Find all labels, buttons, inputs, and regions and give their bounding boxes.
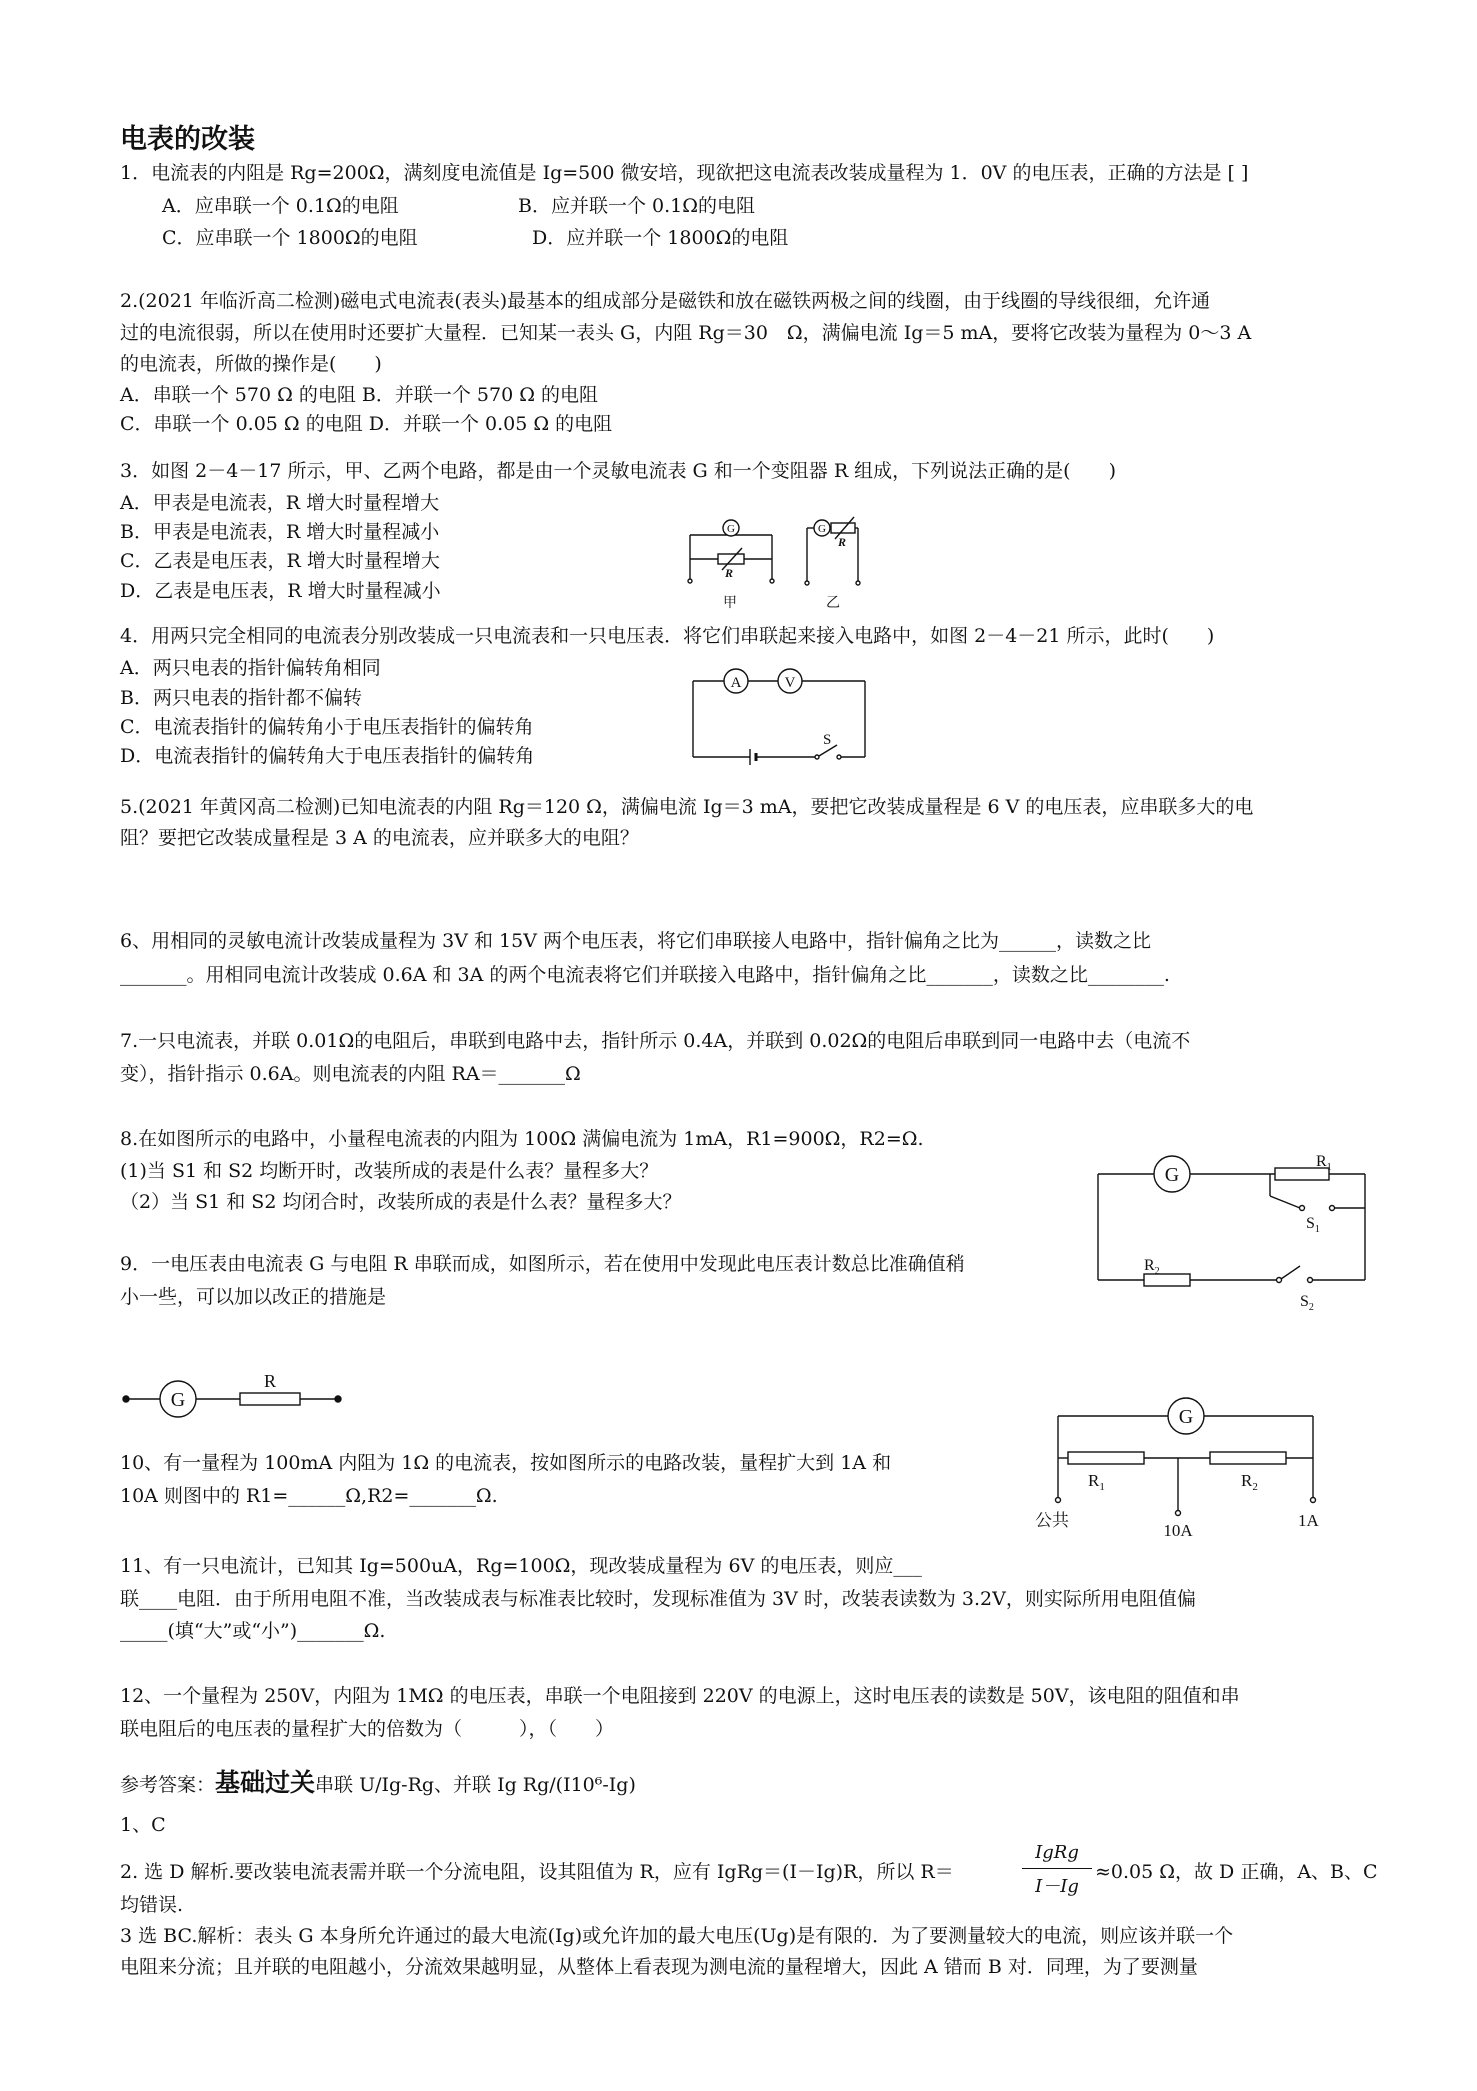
q3-option-a: A．甲表是电流表，R 增大时量程增大 [120, 492, 440, 514]
q9-circuit-figure [120, 1368, 350, 1418]
q4-stem: 4．用两只完全相同的电流表分别改装成一只电流表和一只电压表．将它们串联起来接入电路中，如图 2－4－21 所示，此时( ) [120, 625, 1215, 647]
q4-circuit-figure [690, 665, 870, 780]
q10-fig-10a-label: 10A [1163, 1521, 1193, 1540]
q4-fig-s-label: S [823, 732, 832, 748]
answers-prefix: 参考答案： [120, 1774, 216, 1796]
answer-2-line-1b: ≈0.05 Ω，故 D 正确，A、B、C [1095, 1861, 1378, 1883]
q8-fig-s2-label: $S_2$ [1300, 1293, 1314, 1313]
q12-line-1: 12、一个量程为 250V，内阻为 1MΩ 的电压表，串联一个电阻接到 220V 的电源上，这时电压表的读数是 50V，该电阻的阻值和串 [120, 1685, 1240, 1707]
q8-fig-r2-label: $R_2$ [1144, 1257, 1160, 1277]
answers-formula: 串联 U/Ig-Rg、并联 Ig Rg/(I10⁶-Ig) [315, 1774, 636, 1796]
q8-fig-s1-label: $S_1$ [1306, 1215, 1320, 1235]
q4-fig-a-label: A [730, 675, 742, 691]
q10-fig-r1-label: $R_1$ [1088, 1471, 1105, 1493]
q6-line-1: 6、用相同的灵敏电流计改装成量程为 3V 和 15V 两个电压表，将它们串联接人电路中，指针偏角之比为______，读数之比 [120, 930, 1151, 952]
q2-line-3: 的电流表，所做的操作是( ) [120, 353, 382, 375]
q2-line-2: 过的电流很弱，所以在使用时还要扩大量程．已知某一表头 G，内阻 Rg＝30 Ω，满偏电流 Ig＝5 mA，要将它改装为量程为 0～3 A [120, 322, 1252, 344]
q7-line-2: 变），指针指示 0.6A。则电流表的内阻 RA＝_______Ω [120, 1063, 581, 1085]
answers-heading-line [120, 1768, 636, 1798]
answer-2-line-1a: 2. 选 D 解析.要改装电流表需并联一个分流电阻，设其阻值为 R，应有 IgRg＝(I－Ig)R，所以 R＝ [120, 1861, 954, 1883]
q3-fig-yi-label: 乙 [826, 596, 840, 611]
q8-line-3: （2）当 S1 和 S2 均闭合时，改装所成的表是什么表？量程多大？ [120, 1191, 682, 1213]
q9-line-2: 小一些，可以加以改正的措施是 [120, 1286, 387, 1308]
answer-2-fraction-bar [1022, 1868, 1092, 1869]
q3-fig-g2-label: G [818, 523, 826, 535]
q5-line-2: 阻？要把它改装成量程是 3 A 的电流表，应并联多大的电阻？ [120, 827, 639, 849]
q6-line-2: _______。用相同电流计改装成 0.6A 和 3A 的两个电流表将它们并联接入电路中，指针偏角之比_______，读数之比________. [120, 964, 1170, 986]
q4-option-c: C．电流表指针的偏转角小于电压表指针的偏转角 [120, 716, 534, 738]
q8-line-2: (1)当 S1 和 S2 均断开时，改装所成的表是什么表？量程多大？ [120, 1160, 659, 1182]
q4-option-b: B．两只电表的指针都不偏转 [120, 687, 362, 709]
answer-3-line-1: 3 选 BC.解析：表头 G 本身所允许通过的最大电流(Ig)或允许加的最大电压(Ug)是有限的．为了要测量较大的电流，则应该并联一个 [120, 1925, 1234, 1947]
q3-circuit-figure [680, 515, 860, 615]
q3-fig-r2-label: R [838, 535, 847, 549]
q1-option-a: A．应串联一个 0.1Ω的电阻 [162, 195, 399, 217]
q10-fig-common-label: 公共 [1035, 1511, 1069, 1530]
q2-line-1: 2.(2021 年临沂高二检测)磁电式电流表(表头)最基本的组成部分是磁铁和放在磁铁两极之间的线圈，由于线圈的导线很细，允许通 [120, 290, 1211, 312]
q9-fig-r-label: R [263, 1371, 277, 1391]
q12-line-2: 联电阻后的电压表的量程扩大的倍数为（ ），（ ） [120, 1718, 615, 1740]
q4-fig-v-label: V [784, 675, 796, 691]
q8-fig-g-label: G [1164, 1164, 1180, 1186]
q1-stem: 1．电流表的内阻是 Rg=200Ω，满刻度电流值是 Ig=500 微安培，现欲把这电流表改装成量程为 1．0V 的电压表，正确的方法是 [ ] [120, 162, 1249, 184]
q3-option-c: C．乙表是电压表，R 增大时量程增大 [120, 550, 440, 572]
q8-circuit-figure [1092, 1148, 1372, 1313]
q4-option-d: D．电流表指针的偏转角大于电压表指针的偏转角 [120, 745, 535, 767]
q10-circuit-figure [1028, 1392, 1328, 1542]
q3-stem: 3．如图 2－4－17 所示，甲、乙两个电路，都是由一个灵敏电流表 G 和一个变阻器 R 组成，下列说法正确的是( ) [120, 460, 1116, 482]
q11-line-1: 11、有一只电流计，已知其 Ig=500uA，Rg=100Ω，现改装成量程为 6V 的电压表，则应___ [120, 1555, 922, 1577]
q2-options-cd: C．串联一个 0.05 Ω 的电阻 D．并联一个 0.05 Ω 的电阻 [120, 413, 613, 435]
q10-fig-1a-label: 1A [1298, 1511, 1319, 1530]
q7-line-1: 7.一只电流表，并联 0.01Ω的电阻后，串联到电路中去，指针所示 0.4A，并联到 0.02Ω的电阻后串联到同一电路中去（电流不 [120, 1030, 1191, 1052]
q3-fig-r-label: R [725, 566, 734, 580]
q11-line-2: 联____电阻．由于所用电阻不准，当改装成表与标准表比较时，发现标准值为 3V 时，改装表读数为 3.2V，则实际所用电阻值偏 [120, 1588, 1196, 1610]
q3-fig-jia-label: 甲 [723, 596, 737, 611]
q10-line-2: 10A 则图中的 R1=______Ω,R2=_______Ω. [120, 1485, 498, 1507]
q2-options-ab: A．串联一个 570 Ω 的电阻 B．并联一个 570 Ω 的电阻 [120, 384, 598, 406]
answer-2-fraction-denominator: I－Ig [1035, 1876, 1079, 1897]
q1-option-c: C．应串联一个 1800Ω的电阻 [162, 227, 418, 249]
q9-line-1: 9．一电压表由电流表 G 与电阻 R 串联而成，如图所示，若在使用中发现此电压表计数总比准确值稍 [120, 1253, 965, 1275]
answer-1: 1、C [120, 1814, 166, 1836]
q8-fig-r1-label: $R_1$ [1316, 1153, 1332, 1173]
q10-fig-r2-label: $R_2$ [1241, 1471, 1258, 1493]
q1-option-b: B．应并联一个 0.1Ω的电阻 [518, 195, 755, 217]
q10-line-1: 10、有一量程为 100mA 内阻为 1Ω 的电流表，按如图所示的电路改装，量程扩大到 1A 和 [120, 1452, 892, 1474]
q4-option-a: A．两只电表的指针偏转角相同 [120, 657, 381, 679]
answer-3-line-2: 电阻来分流；且并联的电阻越小，分流效果越明显，从整体上看表现为测电流的量程增大，因此 A 错而 B 对．同理，为了要测量 [120, 1956, 1198, 1978]
q3-fig-g-label: G [727, 523, 735, 535]
answer-2-line-2: 均错误. [120, 1894, 184, 1916]
q11-line-3: _____(填“大”或“小”)_______Ω. [120, 1620, 386, 1642]
answers-section-title: 基础过关 [215, 1768, 316, 1797]
q10-fig-g-label: G [1178, 1406, 1194, 1428]
page-title: 电表的改装 [120, 124, 255, 155]
q3-option-d: D．乙表是电压表，R 增大时量程减小 [120, 580, 441, 602]
q5-line-1: 5.(2021 年黄冈高二检测)已知电流表的内阻 Rg＝120 Ω，满偏电流 Ig＝3 mA，要把它改装成量程是 6 V 的电压表，应串联多大的电 [120, 796, 1254, 818]
answer-2-fraction-numerator: IgRg [1035, 1842, 1079, 1863]
q3-option-b: B．甲表是电流表，R 增大时量程减小 [120, 521, 440, 543]
q9-fig-g-label: G [170, 1389, 186, 1411]
q8-line-1: 8.在如图所示的电路中，小量程电流表的内阻为 100Ω 满偏电流为 1mA，R1=900Ω，R2=Ω. [120, 1128, 924, 1150]
q1-option-d: D．应并联一个 1800Ω的电阻 [532, 227, 789, 249]
